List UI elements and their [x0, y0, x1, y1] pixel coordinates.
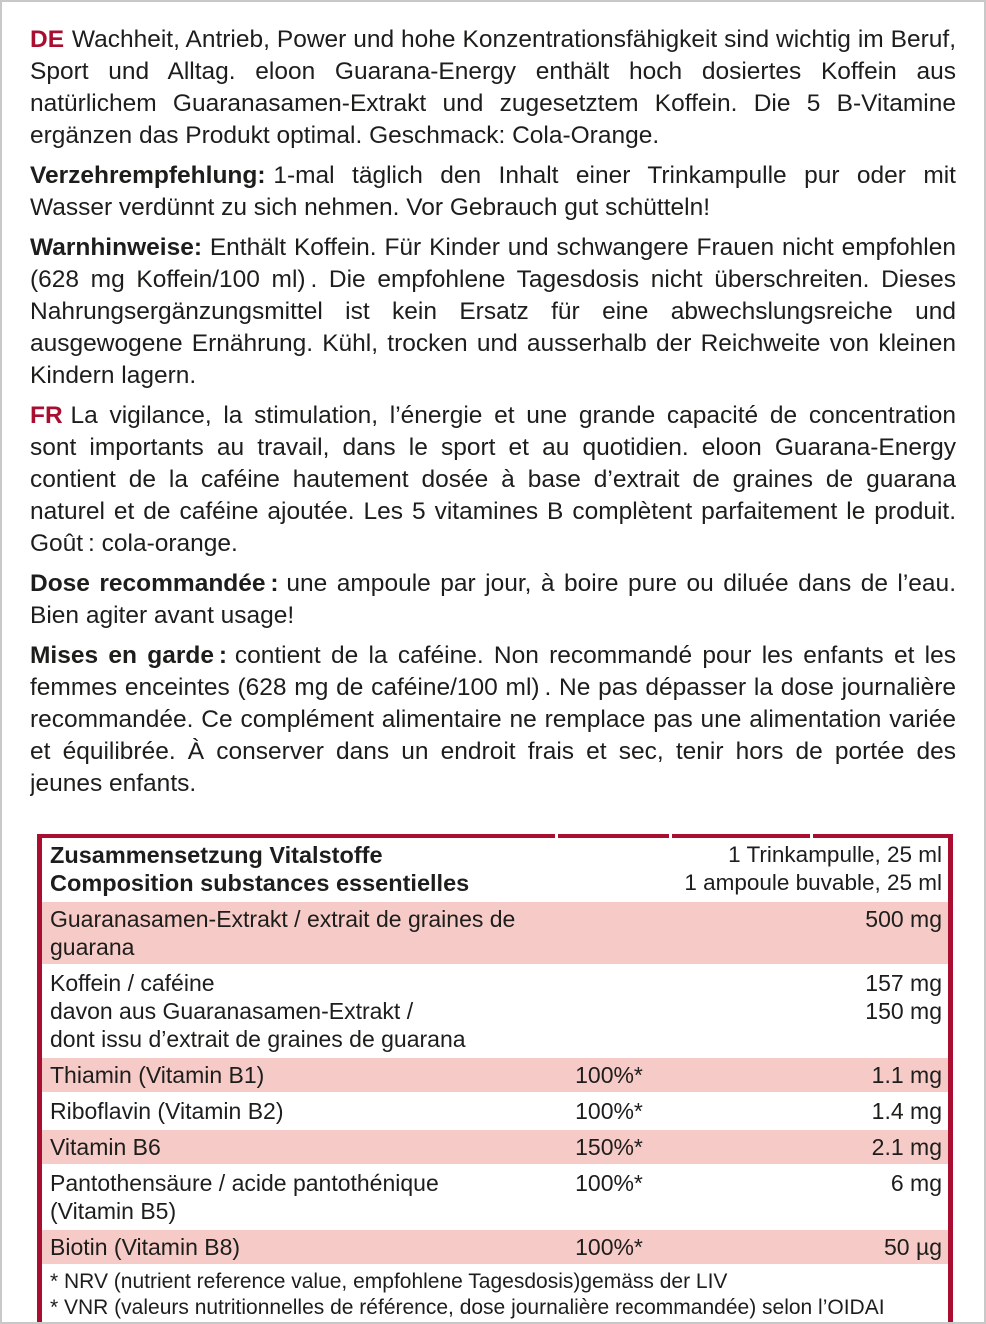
ingredient-amount: 1.1 mg — [871, 1062, 942, 1088]
paragraph-fr-intro — [30, 400, 956, 560]
ingredient-nrv: 100%* — [575, 1098, 643, 1124]
ingredient-nrv: 150%* — [575, 1134, 643, 1160]
language-tag-fr: FR — [30, 402, 63, 429]
ingredient-nrv: 100%* — [575, 1170, 643, 1196]
column-divider-notch — [669, 834, 672, 838]
paragraph-text: La vigilance, la stimulation, l’énergie et une grande capacité de concentration sont importants au travail, dans le sport et au quotidien. eloon Guarana-Energy contient de la caféine hautement dosée à base d’extrait de graines de guarana naturel et de caféine ajoutée. Les 5 vitamines B complètent parfaitement le produit. Goût : cola-orange. — [30, 402, 956, 557]
table-row-guarana-extract — [42, 902, 948, 964]
column-divider-notch — [810, 834, 813, 838]
ingredient-name — [50, 1169, 552, 1225]
table-row-vitamin-b6 — [42, 1130, 948, 1164]
table-row-biotin-b8 — [42, 1230, 948, 1264]
table-title-de: Zusammensetzung Vitalstoffe — [50, 842, 383, 868]
paragraph-text: contient de la caféine. Non recommandé pour les enfants et les femmes enceintes (628 mg de caféine/100 ml) . Ne pas dépasser la dose journalière recommandée. Ce complément alimentaire ne remplace pas une alimentation variée et équilibrée. À conserver dans un endroit frais et sec, tenir hors de portée des jeunes enfants. — [30, 642, 956, 797]
paragraph-text: Enthält Koffein. Für Kinder und schwangere Frauen nicht empfohlen (628 mg Koffein/100 ml) . Die empfohlene Tagesdosis nicht überschreiten. Dieses Nahrungsergänzungsmittel ist kein Ersatz für eine abwechslungsreiche und ausgewogene Ernährung. Kühl, trocken und ausserhalb der Reichweite von kleinen Kindern lagern. — [30, 234, 956, 389]
ingredient-name: Biotin (Vitamin B8) — [50, 1234, 241, 1260]
table-row-thiamin-b1 — [42, 1058, 948, 1092]
ingredient-name-line: Koffein / caféine — [50, 970, 215, 996]
composition-table-body — [42, 838, 948, 1324]
ingredient-amount: 2.1 mg — [871, 1134, 942, 1160]
ingredient-amount: 50 µg — [883, 1234, 942, 1260]
ingredient-amount: 6 mg — [890, 1170, 942, 1196]
paragraph-lead: Mises en garde : — [30, 642, 228, 669]
composition-table — [37, 834, 953, 1324]
column-divider-notch — [555, 834, 558, 838]
paragraph-dose-recommandee — [30, 568, 956, 632]
footnote-nrv: * NRV (nutrient reference value, empfohlene Tagesdosis)gemäss der LIV — [50, 1270, 728, 1293]
ingredient-amount: 500 mg — [865, 906, 942, 932]
ingredient-name-line: davon aus Guaranasamen-Extrakt / — [50, 998, 414, 1024]
ingredient-amount — [666, 969, 942, 1025]
ingredient-amount: 1.4 mg — [871, 1098, 942, 1124]
ingredient-name — [50, 969, 552, 1053]
ingredient-name-line: dont issu d’extrait de graines de guarana — [50, 1026, 466, 1052]
ingredient-name: Thiamin (Vitamin B1) — [50, 1062, 265, 1088]
paragraph-mises-en-garde — [30, 640, 956, 800]
serving-size-de: 1 Trinkampulle, 25 ml — [728, 842, 942, 867]
ingredient-name-line: (Vitamin B5) — [50, 1198, 177, 1224]
ingredient-amount-line: 150 mg — [865, 998, 942, 1024]
table-header-row — [42, 838, 948, 900]
table-row-pantothenic-b5 — [42, 1166, 948, 1228]
table-title — [50, 841, 684, 897]
ingredient-nrv: 100%* — [575, 1062, 643, 1088]
ingredient-name-line: Pantothensäure / acide pantothénique — [50, 1170, 439, 1196]
paragraph-verzehrempfehlung — [30, 160, 956, 224]
paragraph-lead: Dose recommandée : — [30, 570, 279, 597]
paragraph-lead: Verzehrempfehlung: — [30, 162, 266, 189]
ingredient-nrv: 100%* — [575, 1234, 643, 1260]
table-row-riboflavin-b2 — [42, 1094, 948, 1128]
paragraph-text: 1-mal täglich den Inhalt einer Trinkampulle pur oder mit Wasser verdünnt zu sich nehmen. Vor Gebrauch gut schütteln! — [30, 162, 956, 221]
serving-size — [684, 841, 942, 897]
table-title-fr: Composition substances essentielles — [50, 870, 470, 896]
paragraph-text: une ampoule par jour, à boire pure ou diluée dans de l’eau. Bien agiter avant usage! — [30, 570, 956, 629]
language-tag-de: DE — [30, 26, 65, 53]
footnote-vnr: * VNR (valeurs nutritionnelles de référence, dose journalière recommandée) selon l’OIDAI — [50, 1296, 885, 1319]
ingredient-name: Vitamin B6 — [50, 1134, 161, 1160]
table-row-caffeine — [42, 966, 948, 1056]
ingredient-name: Riboflavin (Vitamin B2) — [50, 1098, 284, 1124]
ingredient-name: Guaranasamen-Extrakt / extrait de graines de guarana — [50, 906, 516, 960]
paragraph-text: Wachheit, Antrieb, Power und hohe Konzentrationsfähigkeit sind wichtig im Beruf, Sport und Alltag. eloon Guarana-Energy enthält hoch dosiertes Koffein aus natürlichem Guaranasamen-Extrakt und zugesetztem Koffein. Die 5 B-Vitamine ergänzen das Produkt optimal. Geschmack: Cola-Orange. — [30, 26, 956, 149]
table-footnotes — [42, 1266, 948, 1324]
paragraph-warnhinweise — [30, 232, 956, 392]
body-text — [30, 24, 956, 830]
paragraph-de-intro — [30, 24, 956, 152]
paragraph-lead: Warnhinweise: — [30, 234, 202, 261]
ingredient-amount-line: 157 mg — [865, 970, 942, 996]
serving-size-fr: 1 ampoule buvable, 25 ml — [684, 870, 942, 895]
